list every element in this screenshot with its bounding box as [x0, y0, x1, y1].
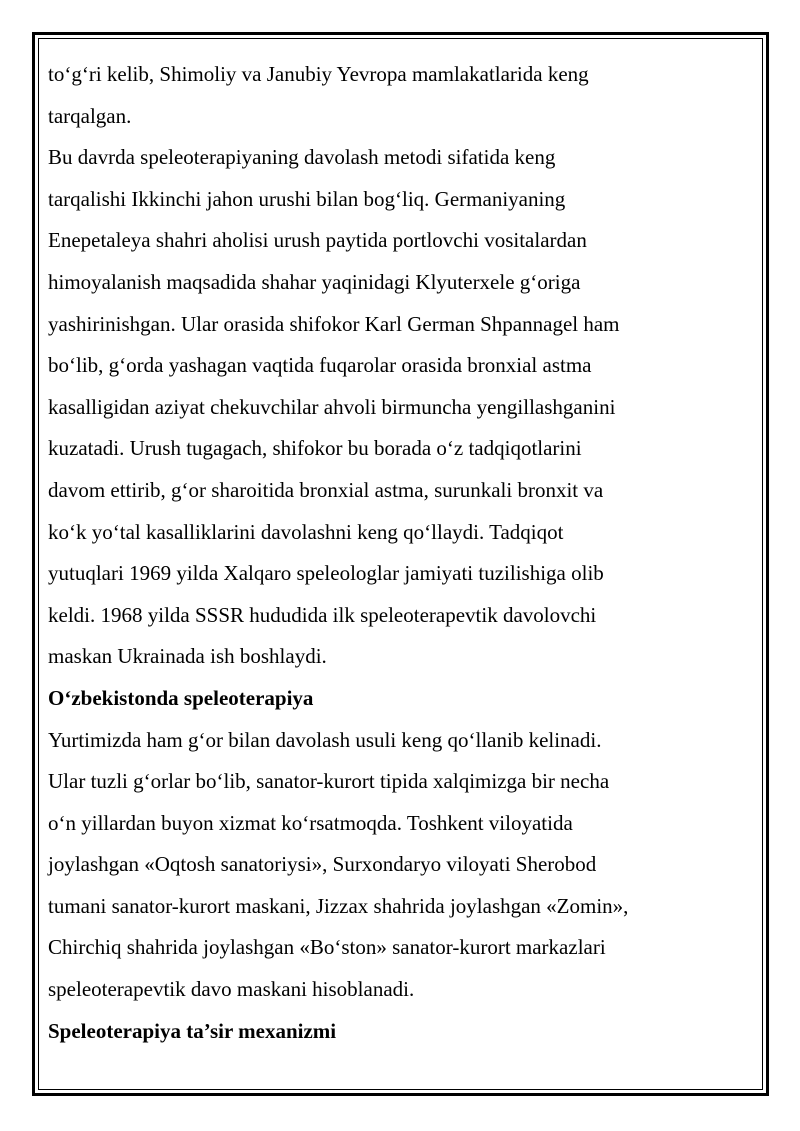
text-line: yutuqlari 1969 yilda Xalqaro speleologlar jamiyati tuzilishiga olib: [48, 561, 604, 586]
text-line: kasalligidan aziyat chekuvchilar ahvoli birmuncha yengillashganini: [48, 394, 616, 419]
text-line: Enepetaleya shahri aholisi urush paytida portlovchi vositalardan: [48, 228, 587, 253]
text-line: speleoterapevtik davo maskani hisoblanadi.: [48, 977, 415, 1002]
text-line: keldi. 1968 yilda SSSR hududida ilk speleoterapevtik davolovchi: [48, 602, 597, 627]
text-line: tarqalishi Ikkinchi jahon urushi bilan bog‘liq. Germaniyaning: [48, 186, 566, 211]
text-line: to‘g‘ri kelib, Shimoliy va Janubiy Yevropa mamlakatlarida keng: [48, 62, 589, 86]
text-line: yashirinishgan. Ular orasida shifokor Karl German Shpannagel ham: [48, 311, 620, 336]
text-line: davom ettirib, g‘or sharoitida bronxial astma, surunkali bronxit va: [48, 477, 604, 502]
text-line: ko‘k yo‘tal kasalliklarini davolashni keng qo‘llaydi. Tadqiqot: [48, 519, 564, 544]
text-line: maskan Ukrainada ish boshlaydi.: [48, 644, 327, 669]
text-line: Ular tuzli g‘orlar bo‘lib, sanator-kurort tipida xalqimizga bir necha: [48, 769, 610, 794]
text-line: himoyalanish maqsadida shahar yaqinidagi Klyuterxele g‘origa: [48, 269, 581, 294]
text-line: tarqalgan.: [48, 103, 132, 128]
text-line: o‘n yillardan buyon xizmat ko‘rsatmoqda. Toshkent viloyatida: [48, 810, 573, 835]
section-heading-mechanism: Speleoterapiya ta’sir mexanizmi: [48, 1018, 337, 1043]
text-line: bo‘lib, g‘orda yashagan vaqtida fuqarolar orasida bronxial astma: [48, 353, 592, 378]
text-line: joylashgan «Oqtosh sanatoriysi», Surxondaryo viloyati Sherobod: [48, 852, 597, 877]
text-line: Bu davrda speleoterapiyaning davolash metodi sifatida keng: [48, 145, 556, 170]
text-line: Yurtimizda ham g‘or bilan davolash usuli keng qo‘llanib kelinadi.: [48, 727, 602, 752]
text-line: Chirchiq shahrida joylashgan «Bo‘ston» sanator-kurort markazlari: [48, 935, 606, 960]
section-heading-uzbekistan: O‘zbekistonda speleoterapiya: [48, 685, 314, 710]
text-line: kuzatadi. Urush tugagach, shifokor bu borada o‘z tadqiqotlarini: [48, 436, 582, 461]
document-body: [48, 54, 748, 1052]
text-line: tumani sanator-kurort maskani, Jizzax shahrida joylashgan «Zomin»,: [48, 893, 629, 918]
